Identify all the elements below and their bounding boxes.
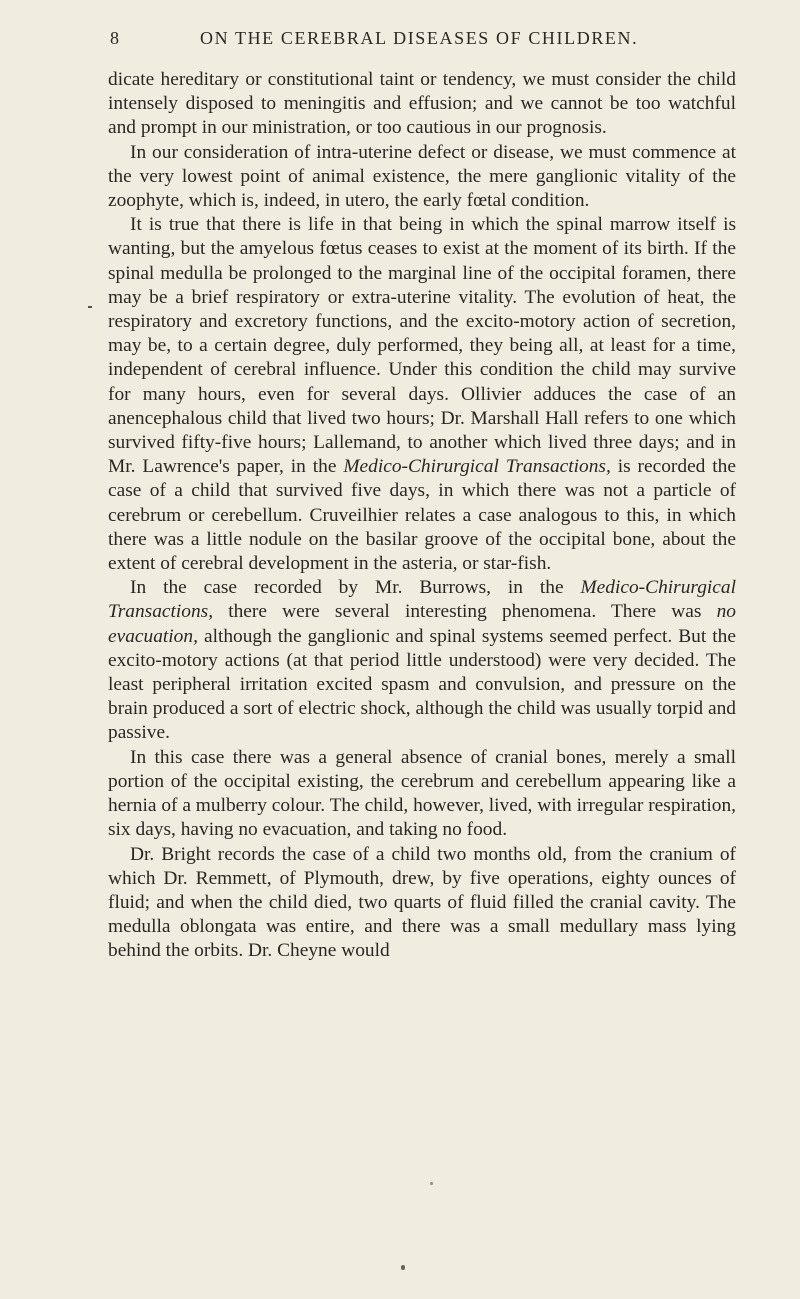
running-title: ON THE CEREBRAL DISEASES OF CHILDREN. <box>200 28 639 48</box>
text-segment: there were several interesting phenomena. There was <box>213 601 717 623</box>
margin-mark <box>88 306 92 308</box>
footer-mark <box>401 1265 405 1270</box>
italic-text: Medico-Chirurgical Transactions, <box>108 577 736 623</box>
text-segment: Dr. Bright records the case of a child two months old, from the cranium of which Dr. Remmett, of Plymouth, drew, by five operations, eighty ounces of fluid; and when the child died, two quarts of fluid filled the cranial cavity. The medulla oblongata was entire, and there was a small medullary mass lying behind the orbits. Dr. Cheyne would <box>108 843 736 962</box>
paragraph <box>108 843 736 964</box>
body-text <box>108 68 736 964</box>
paragraph <box>108 576 736 745</box>
text-segment: although the ganglionic and spinal systems seemed perfect. But the excito-motory actions (at that period little understood) were very decided. The least peripheral irritation excited spasm and convulsion, and pressure on the brain produced a sort of electric shock, although the child was usually torpid and passive. <box>108 625 736 744</box>
speck-mark <box>430 1182 433 1185</box>
italic-text: Medico-Chirurgical Transactions, <box>343 456 611 478</box>
text-segment: In the case recorded by Mr. Burrows, in the <box>130 577 581 599</box>
italic-text: no evacuation, <box>108 601 736 647</box>
text-segment: is recorded the case of a child that survived five days, in which there was not a particle of cerebrum or cerebellum. Cruveilhier relates a case analogous to this, in which there was a little nodule on the basilar groove of the occipital bone, about the extent of cerebral development in the asteria, or star-fish. <box>108 456 736 575</box>
paragraph <box>108 141 736 214</box>
page-number: 8 <box>110 28 121 48</box>
text-segment: In our consideration of intra-uterine defect or disease, we must commence at the very lowest point of animal existence, the mere ganglionic vitality of the zoophyte, which is, indeed, in utero, the early fœtal condition. <box>108 141 736 212</box>
paragraph <box>108 213 736 576</box>
text-segment: It is true that there is life in that being in which the spinal marrow itself is wanting, but the amyelous fœtus ceases to exist at the moment of its birth. If the spinal medulla be prolonged to the marginal line of the occipital foramen, there may be a brief respiratory or extra-uterine vitality. The evolution of heat, the respiratory and excretory functions, and the excito-motory action of secretion, may be, to a certain degree, duly performed, they being all, at least for a time, independent of cerebral influence. Under this condition the child may survive for many hours, even for several days. Ollivier adduces the case of an anencephalous child that lived two hours; Dr. Marshall Hall refers to one which survived fifty-five hours; Lallemand, to another which lived three days; and in Mr. Lawrence's paper, in the <box>108 214 736 478</box>
paragraph <box>108 746 736 843</box>
paragraph <box>108 68 736 141</box>
text-segment: dicate hereditary or constitutional taint or tendency, we must consider the child intensely disposed to meningitis and effusion; and we cannot be too watchful and prompt in our ministration, or too cautious in our prognosis. <box>108 69 736 139</box>
text-segment: In this case there was a general absence of cranial bones, merely a small portion of the occipital existing, the cerebrum and cerebellum appearing like a hernia of a mulberry colour. The child, however, lived, with irregular respiration, six days, having no evacuation, and taking no food. <box>108 746 736 841</box>
